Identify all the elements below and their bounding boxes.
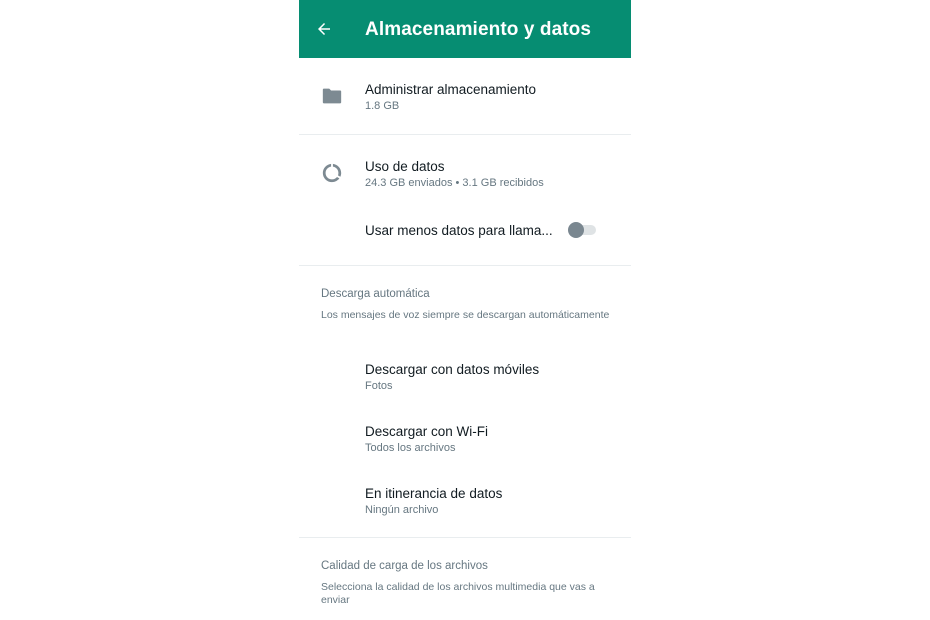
back-button[interactable] — [311, 16, 337, 42]
data-usage-icon — [321, 162, 343, 184]
mobile-data-download-title: Descargar con datos móviles — [365, 362, 540, 377]
mobile-data-download-value: Fotos — [365, 380, 393, 392]
upload-quality-header: Calidad de carga de los archivos — [321, 560, 488, 572]
app-bar — [299, 0, 631, 58]
upload-quality-item[interactable] — [299, 578, 631, 612]
data-usage-title: Uso de datos — [365, 159, 445, 174]
divider — [299, 537, 631, 538]
data-usage-summary: 24.3 GB enviados • 3.1 GB recibidos — [365, 177, 544, 189]
wifi-download-item[interactable] — [299, 410, 631, 468]
upload-quality-description: Selecciona la calidad de los archivos multimedia que vas a enviar — [321, 581, 595, 606]
auto-download-header: Descarga automática — [321, 288, 430, 300]
page-title: Almacenamiento y datos — [365, 19, 592, 40]
manage-storage-title: Administrar almacenamiento — [365, 82, 537, 97]
roaming-download-title: En itinerancia de datos — [365, 486, 503, 501]
manage-storage-item[interactable] — [299, 58, 631, 134]
divider — [299, 265, 631, 266]
low-data-calls-toggle[interactable] — [568, 222, 598, 238]
roaming-download-item[interactable] — [299, 472, 631, 530]
mobile-data-download-item[interactable] — [299, 348, 631, 406]
wifi-download-title: Descargar con Wi-Fi — [365, 424, 489, 439]
folder-icon — [321, 86, 343, 106]
settings-screen — [299, 0, 631, 620]
data-usage-item[interactable] — [299, 135, 631, 201]
toggle-thumb — [568, 222, 584, 238]
roaming-download-value: Ningún archivo — [365, 504, 439, 516]
auto-download-description: Los mensajes de voz siempre se descargan automáticamente — [321, 309, 610, 321]
arrow-left-icon — [315, 20, 333, 38]
low-data-calls-title: Usar menos datos para llama... — [365, 223, 553, 238]
manage-storage-size: 1.8 GB — [365, 100, 400, 112]
wifi-download-value: Todos los archivos — [365, 442, 456, 454]
